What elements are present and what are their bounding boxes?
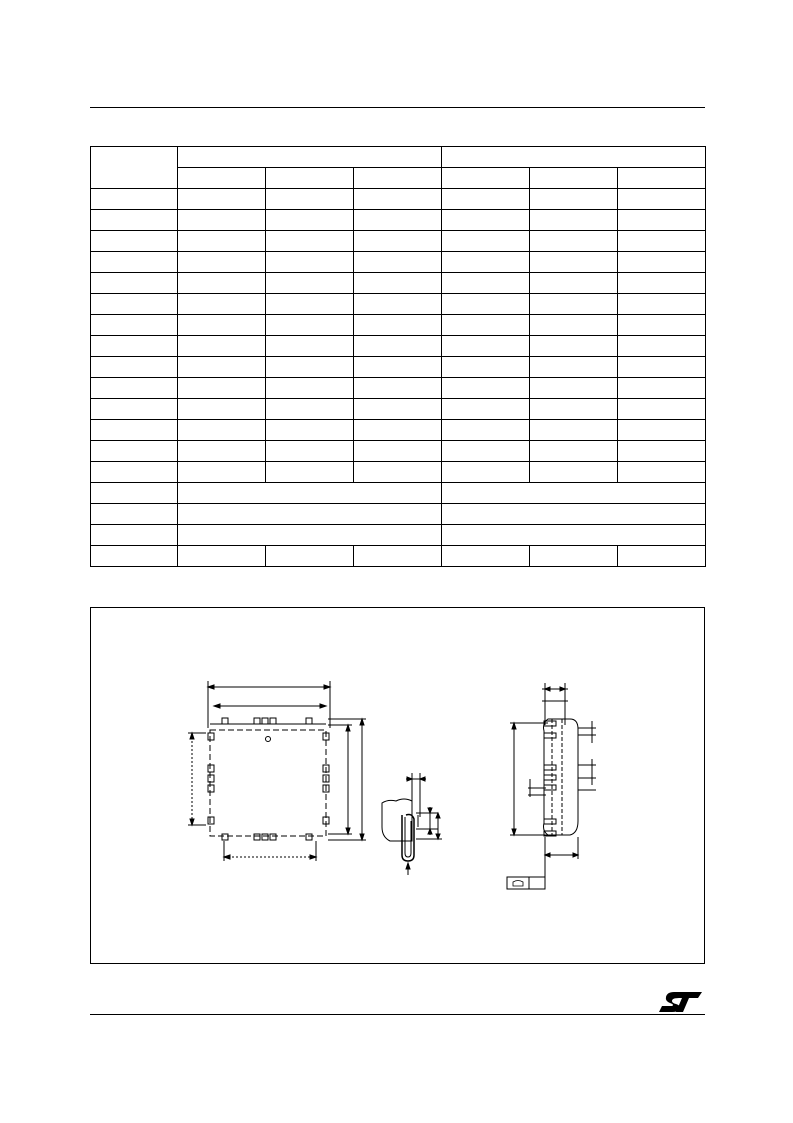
header-rule: [90, 107, 705, 108]
table-cell: [618, 441, 706, 462]
table-cell: [442, 546, 530, 567]
datum-box: [507, 877, 529, 889]
table-cell: [530, 294, 618, 315]
table-cell: [91, 399, 178, 420]
table-cell: [178, 525, 442, 546]
table-subheader-cell: [530, 168, 618, 189]
side-leads: [544, 721, 556, 836]
table-cell: [266, 273, 354, 294]
table-cell: [91, 336, 178, 357]
table-cell: [178, 315, 266, 336]
table-cell: [91, 210, 178, 231]
table-cell: [91, 315, 178, 336]
lead-detail-body: [382, 799, 412, 841]
table-cell: [442, 273, 530, 294]
table-row: [91, 504, 706, 525]
top-leads: [210, 718, 326, 724]
table-cell: [442, 189, 530, 210]
table-cell: [178, 252, 266, 273]
table-cell: [354, 252, 442, 273]
table-cell: [266, 378, 354, 399]
table-group-header-cell: [442, 147, 706, 168]
table-cell: [618, 231, 706, 252]
table-row: [91, 462, 706, 483]
table-cell: [266, 441, 354, 462]
table-cell: [530, 378, 618, 399]
table-row: [91, 399, 706, 420]
table-cell: [442, 441, 530, 462]
table-cell: [530, 231, 618, 252]
table-cell: [91, 378, 178, 399]
table-cell: [91, 441, 178, 462]
table-cell: [442, 420, 530, 441]
table-cell: [354, 378, 442, 399]
bottom-leads: [222, 834, 312, 840]
table-cell: [91, 294, 178, 315]
table-cell: [618, 252, 706, 273]
table-cell: [354, 210, 442, 231]
table-cell: [266, 546, 354, 567]
table-subheader-cell: [266, 168, 354, 189]
table-cell: [442, 231, 530, 252]
table-cell: [530, 336, 618, 357]
pin1-marker: [266, 737, 271, 742]
table-row: [91, 189, 706, 210]
table-cell: [178, 357, 266, 378]
table-cell: [618, 399, 706, 420]
table-cell: [266, 420, 354, 441]
table-cell: [266, 231, 354, 252]
table-cell: [266, 357, 354, 378]
table-cell: [266, 252, 354, 273]
table-cell: [91, 189, 178, 210]
table-cell: [354, 546, 442, 567]
side-body-outline: [544, 719, 579, 835]
table-cell: [442, 315, 530, 336]
table-row: [91, 441, 706, 462]
package-outline-drawing: [90, 607, 705, 964]
table-cell: [442, 399, 530, 420]
table-cell: [442, 294, 530, 315]
table-group-header-cell: [178, 147, 442, 168]
table-cell: [178, 189, 266, 210]
table-cell: [91, 252, 178, 273]
table-cell: [266, 294, 354, 315]
table-cell: [442, 210, 530, 231]
table-cell: [91, 420, 178, 441]
table-cell: [530, 462, 618, 483]
table-cell: [354, 231, 442, 252]
table-header-cell: [91, 147, 178, 189]
table-cell: [178, 336, 266, 357]
footer-rule: [90, 1014, 705, 1015]
table-cell: [91, 231, 178, 252]
table-cell: [530, 210, 618, 231]
table-row: [91, 357, 706, 378]
left-dimension-line: [188, 733, 206, 825]
top-view: [188, 681, 366, 861]
table-cell: [618, 294, 706, 315]
table-cell: [354, 441, 442, 462]
table-cell: [618, 315, 706, 336]
table-cell: [442, 252, 530, 273]
table-cell: [442, 462, 530, 483]
table-cell: [178, 399, 266, 420]
table-cell: [618, 189, 706, 210]
right-dimension-lines: [328, 719, 366, 840]
table-subheader-row: [91, 168, 706, 189]
table-cell: [178, 441, 266, 462]
table-cell: [618, 462, 706, 483]
table-cell: [354, 336, 442, 357]
table-cell: [178, 546, 266, 567]
table-subheader-cell: [354, 168, 442, 189]
table-row: [91, 336, 706, 357]
table-cell: [354, 420, 442, 441]
table-row: [91, 546, 706, 567]
table-cell: [178, 210, 266, 231]
table-cell: [618, 546, 706, 567]
table-cell: [91, 357, 178, 378]
table-cell: [530, 546, 618, 567]
table-cell: [266, 399, 354, 420]
table-cell: [618, 378, 706, 399]
table-cell: [178, 483, 442, 504]
table-cell: [530, 357, 618, 378]
table-cell: [442, 357, 530, 378]
table-cell: [442, 504, 706, 525]
side-view: [507, 683, 596, 889]
table-cell: [266, 336, 354, 357]
table-cell: [354, 462, 442, 483]
bottom-dimension-line: [224, 841, 316, 861]
table-cell: [618, 420, 706, 441]
table-cell: [354, 357, 442, 378]
dimensions-table: [90, 146, 706, 567]
table-cell: [354, 273, 442, 294]
table-row: [91, 273, 706, 294]
table-cell: [178, 231, 266, 252]
table-row: [91, 210, 706, 231]
table-cell: [91, 462, 178, 483]
table-cell: [178, 462, 266, 483]
table-row: [91, 483, 706, 504]
table-row: [91, 315, 706, 336]
table-cell: [530, 315, 618, 336]
table-row: [91, 420, 706, 441]
table-cell: [530, 189, 618, 210]
table-row: [91, 252, 706, 273]
table-cell: [618, 336, 706, 357]
table-row: [91, 525, 706, 546]
table-cell: [618, 210, 706, 231]
st-logo-icon: [658, 990, 706, 1014]
table-cell: [618, 357, 706, 378]
table-cell: [178, 273, 266, 294]
table-cell: [530, 273, 618, 294]
table-cell: [442, 378, 530, 399]
lead-detail: [382, 773, 442, 875]
table-cell: [91, 273, 178, 294]
table-cell: [354, 315, 442, 336]
table-cell: [266, 315, 354, 336]
table-subheader-cell: [178, 168, 266, 189]
table-cell: [91, 546, 178, 567]
table-cell: [91, 483, 178, 504]
table-cell: [354, 189, 442, 210]
table-cell: [266, 210, 354, 231]
table-cell: [354, 294, 442, 315]
table-cell: [354, 399, 442, 420]
table-subheader-cell: [618, 168, 706, 189]
table-cell: [442, 336, 530, 357]
table-row: [91, 378, 706, 399]
table-cell: [618, 273, 706, 294]
table-cell: [178, 294, 266, 315]
table-cell: [530, 399, 618, 420]
table-cell: [266, 189, 354, 210]
table-cell: [178, 504, 442, 525]
table-cell: [91, 504, 178, 525]
table-row: [91, 231, 706, 252]
table-cell: [530, 441, 618, 462]
table-header-row: [91, 147, 706, 168]
table-cell: [442, 483, 706, 504]
table-cell: [530, 420, 618, 441]
table-cell: [91, 525, 178, 546]
table-cell: [442, 525, 706, 546]
table-cell: [178, 420, 266, 441]
left-leads: [208, 733, 214, 824]
table-cell: [266, 462, 354, 483]
table-cell: [530, 252, 618, 273]
table-subheader-cell: [442, 168, 530, 189]
package-body-outline: [210, 730, 326, 836]
table-cell: [178, 378, 266, 399]
table-row: [91, 294, 706, 315]
